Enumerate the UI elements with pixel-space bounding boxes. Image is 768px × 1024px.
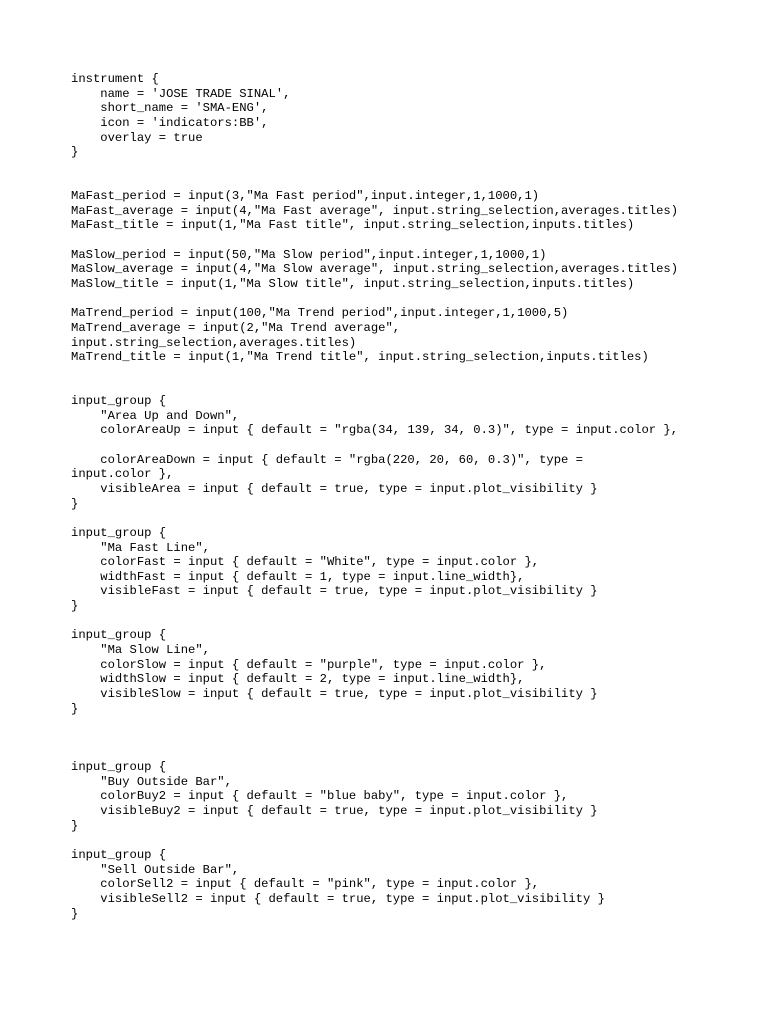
code-line: visibleSell2 = input { default = true, type = input.plot_visibility }: [71, 891, 605, 906]
code-line: }: [71, 906, 79, 921]
code-line: visibleBuy2 = input { default = true, type = input.plot_visibility }: [71, 804, 598, 819]
code-line: }: [71, 599, 79, 614]
code-line: widthSlow = input { default = 2, type = input.line_width},: [71, 672, 525, 687]
code-line: colorBuy2 = input { default = "blue baby", type = input.color },: [71, 789, 569, 804]
code-line: input.color },: [71, 467, 174, 482]
code-line: "Sell Outside Bar",: [71, 862, 240, 877]
code-line: MaFast_period = input(3,"Ma Fast period",input.integer,1,1000,1): [71, 189, 540, 204]
code-line: input.string_selection,averages.titles): [71, 335, 357, 350]
code-line: visibleFast = input { default = true, type = input.plot_visibility }: [71, 584, 598, 599]
code-line: MaFast_average = input(4,"Ma Fast average", input.string_selection,averages.titles): [71, 203, 679, 218]
code-line: input_group {: [71, 525, 167, 540]
code-line: "Buy Outside Bar",: [71, 774, 232, 789]
code-block: [71, 72, 731, 921]
code-line: colorAreaDown = input { default = "rgba(220, 20, 60, 0.3)", type =: [71, 452, 583, 467]
code-line: [71, 438, 731, 453]
code-line: "Ma Slow Line",: [71, 642, 210, 657]
code-line: overlay = true: [71, 130, 203, 145]
code-line: [71, 160, 731, 175]
code-line: [71, 731, 731, 746]
code-line: MaSlow_period = input(50,"Ma Slow period",input.integer,1,1000,1): [71, 247, 547, 262]
code-line: short_name = 'SMA-ENG',: [71, 101, 269, 116]
code-line: colorSell2 = input { default = "pink", type = input.color },: [71, 877, 540, 892]
code-line: instrument {: [71, 72, 159, 86]
code-line: input_group {: [71, 628, 167, 643]
code-line: MaTrend_average = input(2,"Ma Trend average",: [71, 320, 401, 335]
code-line: input_group {: [71, 394, 167, 409]
code-line: name = 'JOSE TRADE SINAL',: [71, 86, 291, 101]
code-line: widthFast = input { default = 1, type = input.line_width},: [71, 569, 525, 584]
code-line: "Area Up and Down",: [71, 408, 240, 423]
code-line: }: [71, 701, 79, 716]
code-line: }: [71, 818, 79, 833]
code-line: colorFast = input { default = "White", type = input.color },: [71, 555, 540, 570]
code-line: visibleSlow = input { default = true, type = input.plot_visibility }: [71, 686, 598, 701]
code-line: input_group {: [71, 847, 167, 862]
code-line: [71, 511, 731, 526]
code-line: MaTrend_title = input(1,"Ma Trend title", input.string_selection,inputs.titles): [71, 350, 649, 365]
code-line: "Ma Fast Line",: [71, 540, 210, 555]
code-line: [71, 379, 731, 394]
code-line: MaSlow_title = input(1,"Ma Slow title", input.string_selection,inputs.titles): [71, 276, 635, 291]
code-line: }: [71, 145, 79, 160]
code-line: colorAreaUp = input { default = "rgba(34, 139, 34, 0.3)", type = input.color },: [71, 423, 679, 438]
code-line: MaSlow_average = input(4,"Ma Slow average", input.string_selection,averages.titles): [71, 262, 679, 277]
code-line: [71, 716, 731, 731]
code-line: [71, 745, 731, 760]
code-line: visibleArea = input { default = true, type = input.plot_visibility }: [71, 481, 598, 496]
code-line: colorSlow = input { default = "purple", type = input.color },: [71, 657, 547, 672]
code-line: [71, 233, 731, 248]
code-line: icon = 'indicators:BB',: [71, 115, 269, 130]
code-line: [71, 174, 731, 189]
code-line: [71, 833, 731, 848]
code-line: [71, 292, 731, 307]
code-line: }: [71, 496, 79, 511]
code-line: MaFast_title = input(1,"Ma Fast title", input.string_selection,inputs.titles): [71, 218, 635, 233]
code-line: input_group {: [71, 760, 167, 775]
code-line: [71, 614, 731, 629]
code-line: MaTrend_period = input(100,"Ma Trend period",input.integer,1,1000,5): [71, 306, 569, 321]
code-line: [71, 365, 731, 380]
